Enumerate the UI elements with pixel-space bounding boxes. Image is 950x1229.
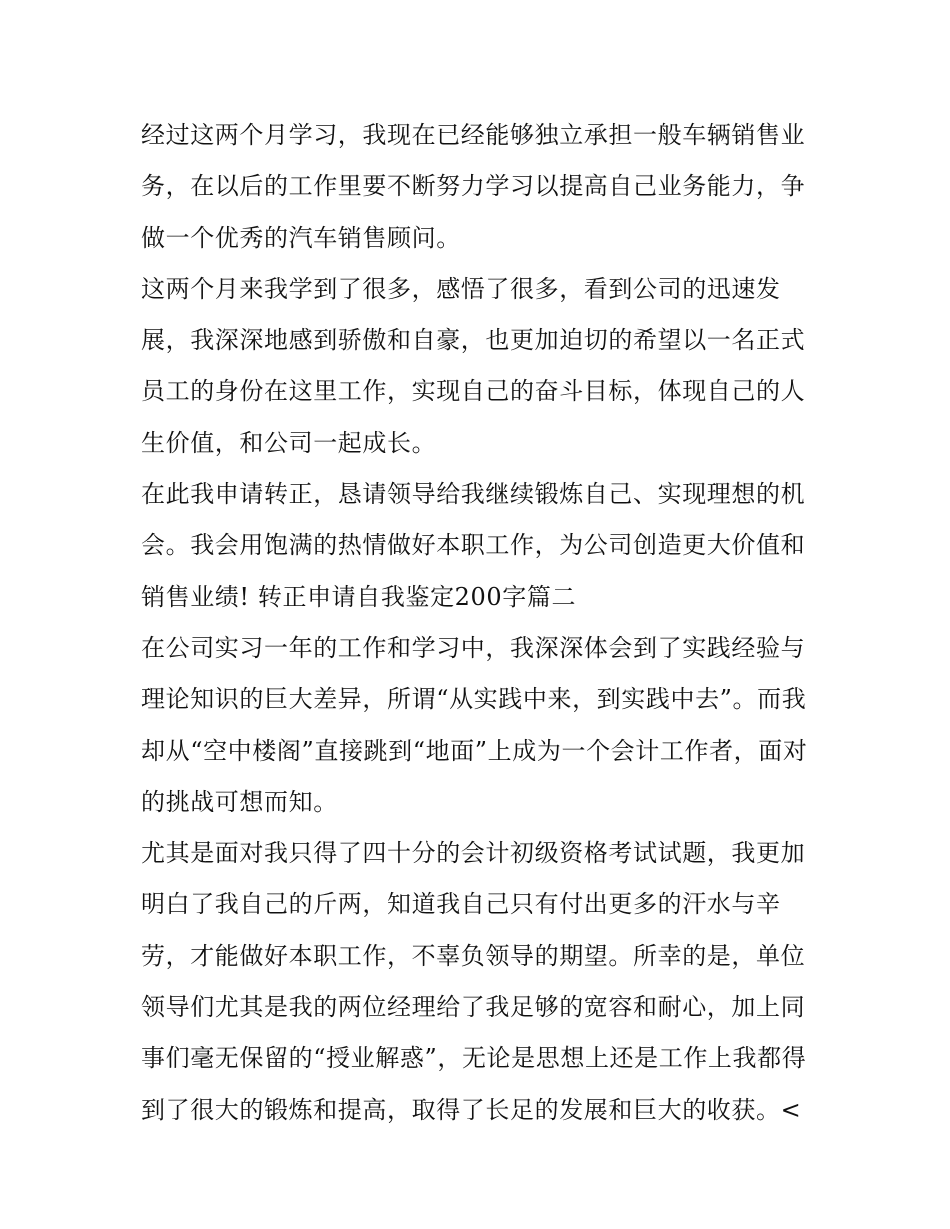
text-line: 事们毫无保留的“授业解惑”，无论是思想上还是工作上我都得 bbox=[141, 1044, 807, 1073]
text-line: 却从“空中楼阁”直接跳到“地面”上成为一个会计工作者，面对 bbox=[141, 736, 808, 765]
text-line: 务，在以后的工作里要不断努力学习以提高自己业务能力，争 bbox=[141, 172, 806, 201]
text-line: 会。我会用饱满的热情做好本职工作，为公司创造更大价值和 bbox=[141, 531, 806, 560]
text-line: 理论知识的巨大差异，所谓“从实践中来，到实践中去”。而我 bbox=[141, 685, 807, 714]
text-line: 到了很大的锻炼和提高，取得了长足的发展和巨大的收获。< bbox=[141, 1095, 802, 1124]
document-body bbox=[141, 110, 817, 1136]
text-line: 做一个优秀的汽车销售顾问。 bbox=[141, 223, 461, 252]
text-line: 销售业绩! 转正申请自我鉴定200字篇二 bbox=[141, 582, 577, 611]
text-line: 领导们尤其是我的两位经理给了我足够的宽容和耐心，加上同 bbox=[141, 993, 806, 1022]
text-line: 生价值，和公司一起成长。 bbox=[141, 428, 437, 457]
text-line: 的挑战可想而知。 bbox=[141, 787, 338, 816]
text-line: 劳，才能做好本职工作，不辜负领导的期望。所幸的是，单位 bbox=[141, 941, 806, 970]
text-line: 在此我申请转正，恳请领导给我继续锻炼自己、实现理想的机 bbox=[141, 480, 806, 509]
text-line: 尤其是面对我只得了四十分的会计初级资格考试试题，我更加 bbox=[141, 839, 806, 868]
text-line: 明白了我自己的斤两，知道我自己只有付出更多的汗水与辛 bbox=[141, 890, 781, 919]
text-line: 经过这两个月学习，我现在已经能够独立承担一般车辆销售业 bbox=[141, 121, 806, 149]
text-line: 员工的身份在这里工作，实现自己的奋斗目标，体现自己的人 bbox=[141, 377, 806, 406]
text-line: 展，我深深地感到骄傲和自豪，也更加迫切的希望以一名正式 bbox=[141, 326, 806, 355]
text-line: 这两个月来我学到了很多，感悟了很多，看到公司的迅速发 bbox=[141, 274, 781, 303]
text-line: 在公司实习一年的工作和学习中，我深深体会到了实践经验与 bbox=[141, 633, 806, 662]
